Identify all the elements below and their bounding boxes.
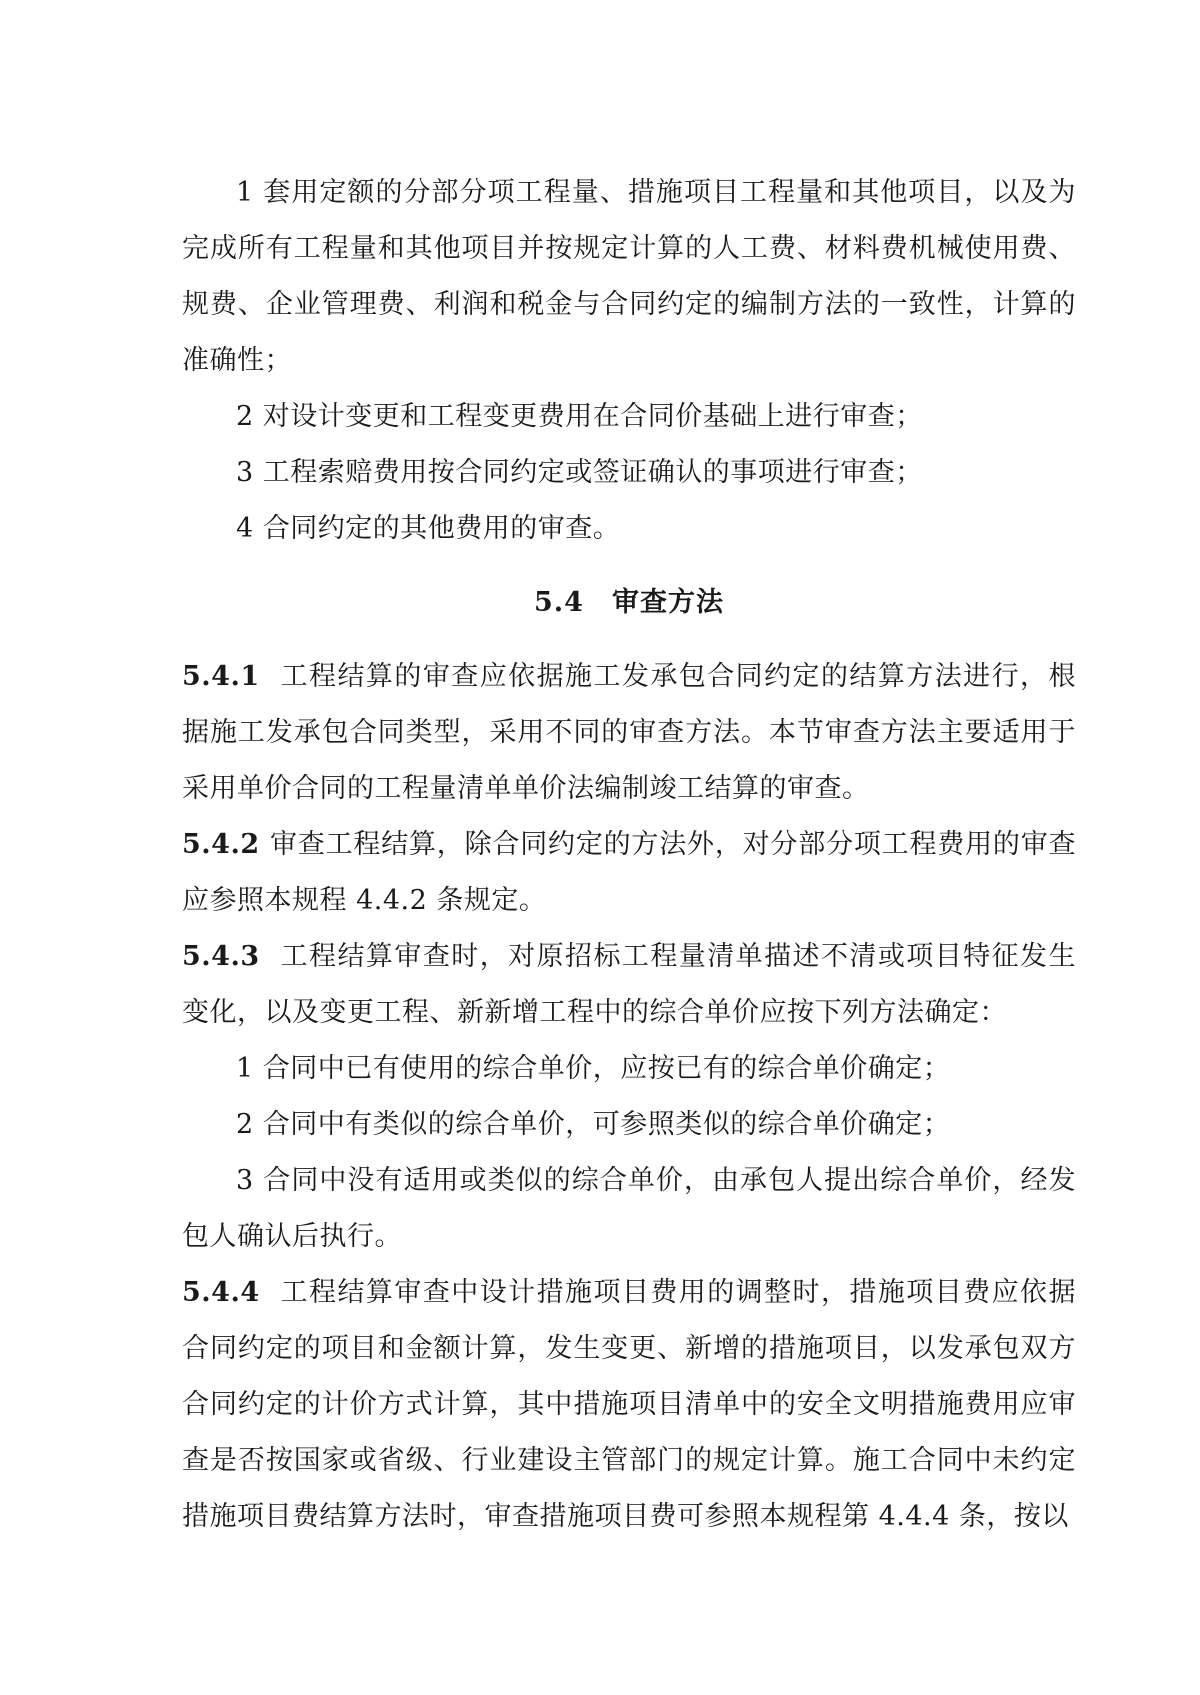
list-item-543-2: 2 合同中有类似的综合单价，可参照类似的综合单价确定； — [236, 1109, 951, 1140]
clause-5-4-4 — [182, 1265, 1076, 1545]
clause-text: 工程结算审查中设计措施项目费用的调整时，措施项目费应依据合同约定的项目和金额计算，发生变更、新增的措施项目，以发承包双方合同约定的计价方式计算，其中措施项目清单中的安全文明措施费用应审查是否按国家或省级、行业建设主管部门的规定计算。施工合同中未约定措施项目费结算方法时，审查措施项目费可参照本规程第 4.4.4 条，按以 — [182, 1277, 1076, 1532]
clause-number: 5.4.3 — [182, 941, 260, 972]
clause-number: 5.4.4 — [182, 1277, 260, 1308]
section-title: 审查方法 — [611, 587, 724, 618]
clause-number: 5.4.2 — [182, 829, 260, 860]
clause-number: 5.4.1 — [182, 661, 260, 692]
clause-5-4-3 — [182, 929, 1076, 1041]
list-item-top-4: 4 合同约定的其他费用的审查。 — [236, 513, 621, 544]
list-item-top-3: 3 工程索赔费用按合同约定或签证确认的事项进行审查； — [236, 457, 923, 488]
section-number: 5.4 — [534, 587, 584, 618]
list-item-top-1: 1 套用定额的分部分项工程量、措施项目工程量和其他项目，以及为完成所有工程量和其他项目并按规定计算的人工费、材料费机械使用费、规费、企业管理费、利润和税金与合同约定的编制方法的一致性，计算的准确性； — [182, 177, 1076, 376]
document-body — [182, 165, 1076, 1545]
list-item-543-3: 3 合同中没有适用或类似的综合单价，由承包人提出综合单价，经发包人确认后执行。 — [182, 1165, 1076, 1252]
clause-5-4-2 — [182, 817, 1076, 929]
clause-text: 审查工程结算，除合同约定的方法外，对分部分项工程费用的审查应参照本规程 4.4.2 条规定。 — [182, 829, 1076, 916]
clause-text: 工程结算的审查应依据施工发承包合同约定的结算方法进行，根据施工发承包合同类型，采用不同的审查方法。本节审查方法主要适用于采用单价合同的工程量清单单价法编制竣工结算的审查。 — [182, 661, 1076, 804]
section-heading — [182, 575, 1076, 631]
list-item-top-2: 2 对设计变更和工程变更费用在合同价基础上进行审查； — [236, 401, 923, 432]
clause-text: 工程结算审查时，对原招标工程量清单描述不清或项目特征发生变化，以及变更工程、新新增工程中的综合单价应按下列方法确定： — [182, 941, 1076, 1028]
clause-5-4-1 — [182, 649, 1076, 817]
list-item-543-1: 1 合同中已有使用的综合单价，应按已有的综合单价确定； — [236, 1053, 951, 1084]
